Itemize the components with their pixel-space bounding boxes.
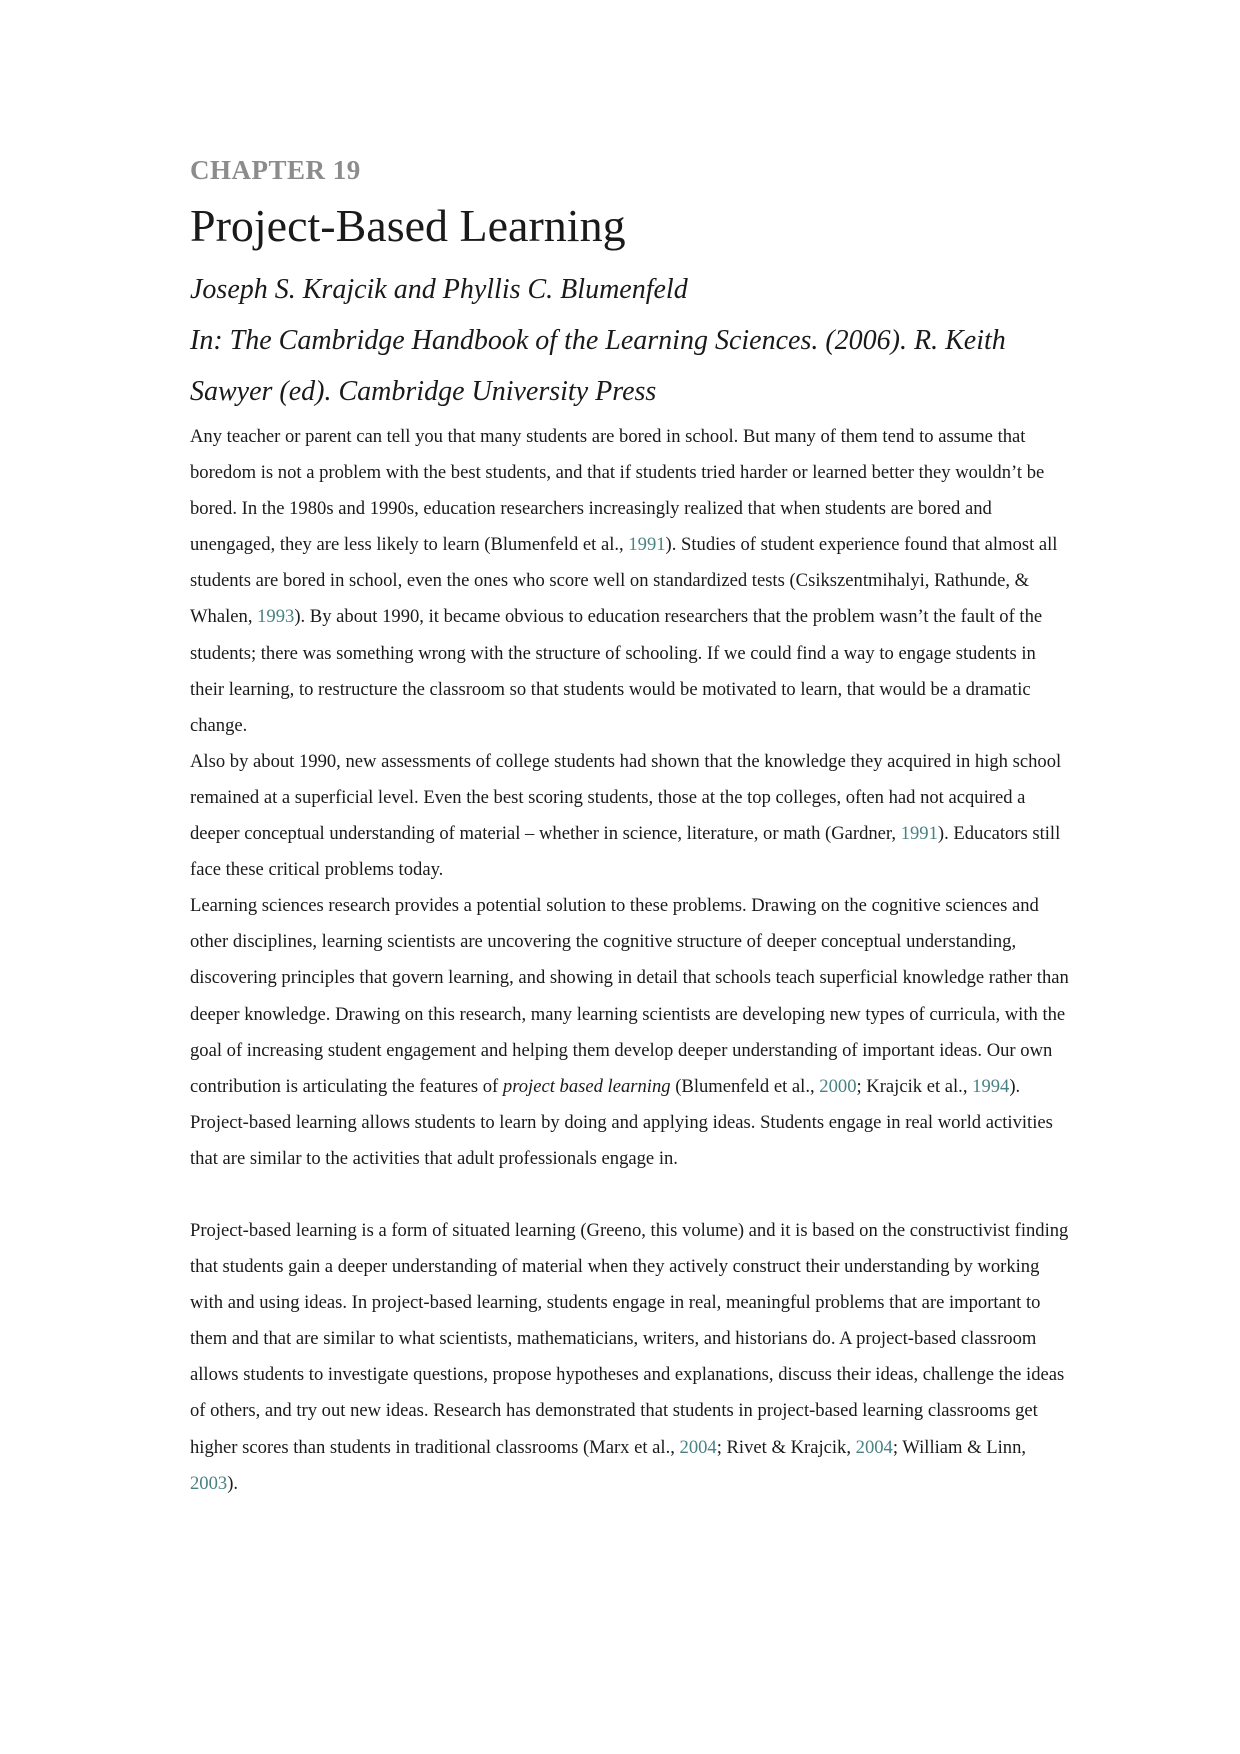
paragraph-1 (190, 419, 1070, 744)
authors: Joseph S. Krajcik and Phyllis C. Blumenfeld (190, 274, 688, 305)
chapter-label: CHAPTER 19 (190, 155, 361, 185)
text-run: Learning sciences research provides a potential solution to these problems. Drawing on the cognitive sciences and other disciplines, learning scientists are uncovering the cognitive structure of deeper conceptual understanding, discovering principles that govern learning, and showing in detail that schools teach superficial knowledge rather than deeper knowledge. Drawing on this research, many learning scientists are developing new types of curricula, with the goal of increasing student engagement and helping them develop deeper understanding of important ideas. Our own contribution is articulating the features of (190, 895, 1069, 1097)
text-run: Also by about 1990, new assessments of college students had shown that the knowledge they acquired in high school remained at a superficial level. Even the best scoring students, those at the top colleges, often had not acquired a deeper conceptual understanding of material – whether in science, literature, or math (Gardner, (190, 750, 1062, 845)
text-run: ). Educators still face these critical problems today. (190, 823, 1061, 881)
document-page (190, 148, 1070, 1502)
citation-year[interactable]: 1994 (972, 1075, 1010, 1097)
text-run: ; Krajcik et al., (856, 1075, 973, 1097)
text-run: (Blumenfeld et al., (670, 1075, 820, 1097)
chapter-title: Project-Based Learning (190, 200, 626, 251)
emphasized-term: project based learning (502, 1075, 671, 1097)
text-run: Any teacher or parent can tell you that many students are bored in school. But many of them tend to assume that boredom is not a problem with the best students, and that if students tried harder or learned better they wouldn’t be bored. In the 1980s and 1990s, education researchers increasingly realized that when students are bored and unengaged, they are less likely to learn (Blumenfeld et al., (190, 426, 1045, 556)
paragraph-gap (190, 1177, 1070, 1213)
citation-year[interactable]: 2000 (819, 1075, 857, 1097)
citation-year[interactable]: 1991 (900, 823, 938, 845)
paragraph-2 (190, 744, 1070, 888)
citation-year[interactable]: 1993 (257, 606, 295, 628)
source-line-2: Sawyer (ed). Cambridge University Press (190, 376, 657, 407)
text-run: ). Project-based learning allows students to learn by doing and applying ideas. Students engage in real world activities that are similar to the activities that adult professionals engage in. (190, 1075, 1053, 1169)
source-line-1: In: The Cambridge Handbook of the Learning Sciences. (2006). R. Keith (190, 325, 1006, 356)
text-run: ; William & Linn, (892, 1436, 1027, 1458)
text-run: ). (227, 1472, 239, 1494)
paragraph-3 (190, 888, 1070, 1177)
text-run: ). Studies of student experience found that almost all students are bored in school, even the ones who score well on standardized tests (Csikszentmihalyi, Rathunde, & Whalen, (190, 534, 1058, 628)
paragraph-4 (190, 1213, 1070, 1502)
text-run: ). By about 1990, it became obvious to education researchers that the problem wasn’t the fault of the students; there was something wrong with the structure of schooling. If we could find a way to engage students in their learning, to restructure the classroom so that students would be motivated to learn, that would be a dramatic change. (190, 606, 1043, 736)
text-run: Project-based learning is a form of situated learning (Greeno, this volume) and it is based on the constructivist finding that students gain a deeper understanding of material when they actively construct their understanding by working with and using ideas. In project-based learning, students engage in real, meaningful problems that are important to them and that are similar to what scientists, mathematicians, writers, and historians do. A project-based classroom allows students to investigate questions, propose hypotheses and explanations, discuss their ideas, challenge the ideas of others, and try out new ideas. Research has demonstrated that students in project-based learning classrooms get higher scores than students in traditional classrooms (Marx et al., (190, 1219, 1069, 1458)
citation-year[interactable]: 2003 (190, 1472, 228, 1494)
citation-year[interactable]: 1991 (628, 534, 666, 556)
citation-year[interactable]: 2004 (679, 1436, 717, 1458)
text-run: ; Rivet & Krajcik, (716, 1436, 856, 1458)
citation-year[interactable]: 2004 (855, 1436, 893, 1458)
